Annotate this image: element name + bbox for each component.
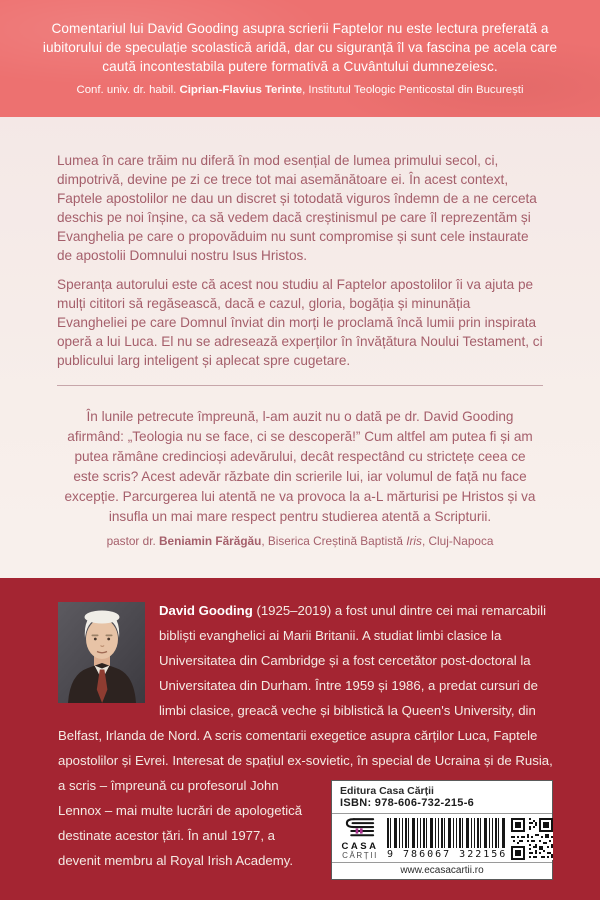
barcode-row [332,814,552,862]
attribution-affiliation: , Institutul Teologic Penticostal din București [302,83,524,96]
endorsement-quote-faragau: În lunile petrecute împreună, l-am auzit nu o dată pe dr. David Gooding afirmând: „Teologia nu se face, ci se descoperă!” Cum altfel am putea fi și am putea rămâne credincioși adevărului, decât respectând cu strictețe ceea ce este scris? Acest adevăr răzbate din scrierile lui, iar volumul de față nu face excepție. Parcurgerea lui atentă ne va provoca la a-L mărturisi pe Hristos și va insufla un mai mare respect pentru studierea atentă a Scripturii. [64,409,536,524]
synopsis-paragraph-2: Speranța autorului este că acest nou studiu al Faptelor apostolilor îi va ajuta pe mulți cititori să regăsească, dacă e cazul, gloria, bogăția și minunăția Evangheliei pe care Domnul înviat din morți le proclamă încă lumii prin inspirata operă a lui Luca. El nu se adresează experților în învățătura Noului Testament, ci publicului larg inteligent și aplecat spre cugetare. [57,277,543,368]
isbn-number: ISBN: 978-606-732-215-6 [340,797,475,809]
attribution-name: Ciprian-Flavius Terinte [179,83,303,96]
author-photo [58,602,145,703]
synopsis-paragraph-1: Lumea în care trăim nu diferă în mod esențial de lumea primului secol, ci, dimpotrivă, devine pe zi ce trece tot mai asemănătoare ei. În acest context, Faptele apostolilor ne dau un discret și totodată viguros îndemn de a ne cerceta deschis pe noi înșine, ca să vedem dacă creștinismul pe care îl reprezentăm și Evanghelia pe care o propovăduim nu sunt compromise și sunt cele instaurate de apostolii Domnului nostru Isus Hristos. [57,153,537,263]
isbn-header [332,781,552,814]
attribution-title-prefix: pastor dr. [106,534,160,548]
publisher-name: Editura Casa Cărții [340,785,434,797]
ean-barcode [387,818,507,860]
logo-text-cartii: CĂRȚII [342,851,378,860]
casa-cartii-logo [337,817,383,860]
qr-code-icon [511,818,553,860]
author-bio-text-2: Ucraina și de Rusia, a scris – împreună cu profesorul John Lennox – mai multe lucrări de apologetică destinate acestor țări. În anul 1977, a devenit membru al Royal Irish Academy. [58,753,553,868]
author-bio-text-1: (1925–2019) a fost unul dintre cei mai remarcabili bibliști evanghelici ai Marii Britanii. A studiat limbi clasice la Universitatea din Cambridge și a fost cercetător post-doctoral la Universitatea din Durham. Între 1959 și 1986, a predat cursuri de limbi clasice, greacă veche și biblistică la Queen's University, din Belfast, Irlanda de Nord. A scris comentarii exegetice asupra cărților Luca, Faptele apostolilor și Evrei. Interesat de spațiul ex-sovietic, în special de [58,603,546,768]
attribution-title-prefix: Conf. univ. dr. habil. [76,83,180,96]
attribution-name: Beniamin Fărăgău [159,534,262,548]
divider-line [57,385,543,386]
barcode-digits: 9 786067 322156 [387,848,508,860]
endorsement-quote-terinte: Comentariul lui David Gooding asupra scrierii Faptelor nu este lectura preferată a iubitorului de speculație scolastică aridă, dar cu siguranță îl va fascina pe acela care caută incontestabila putere formativă a Cuvântului dumnezeiesc. [42,20,558,74]
portrait-icon [58,602,145,703]
endorsement-attribution-faragau [57,534,543,549]
barcode-bars-icon [387,818,507,848]
book-logo-icon [342,817,378,838]
isbn-barcode-box [331,780,553,880]
top-endorsement-band [0,0,600,117]
publisher-website: www.ecasacartii.ro [332,862,552,879]
logo-text-casa: CASA [341,841,379,852]
author-name: David Gooding [159,603,253,618]
author-bio-band [0,578,600,900]
attribution-church-name: Iris [406,534,422,548]
attribution-city: , Cluj-Napoca [421,534,494,548]
attribution-church-prefix: , Biserica Creștină Baptistă [261,534,407,548]
synopsis-section [0,117,600,578]
author-bio [58,598,553,876]
endorsement-attribution-terinte [34,83,566,97]
